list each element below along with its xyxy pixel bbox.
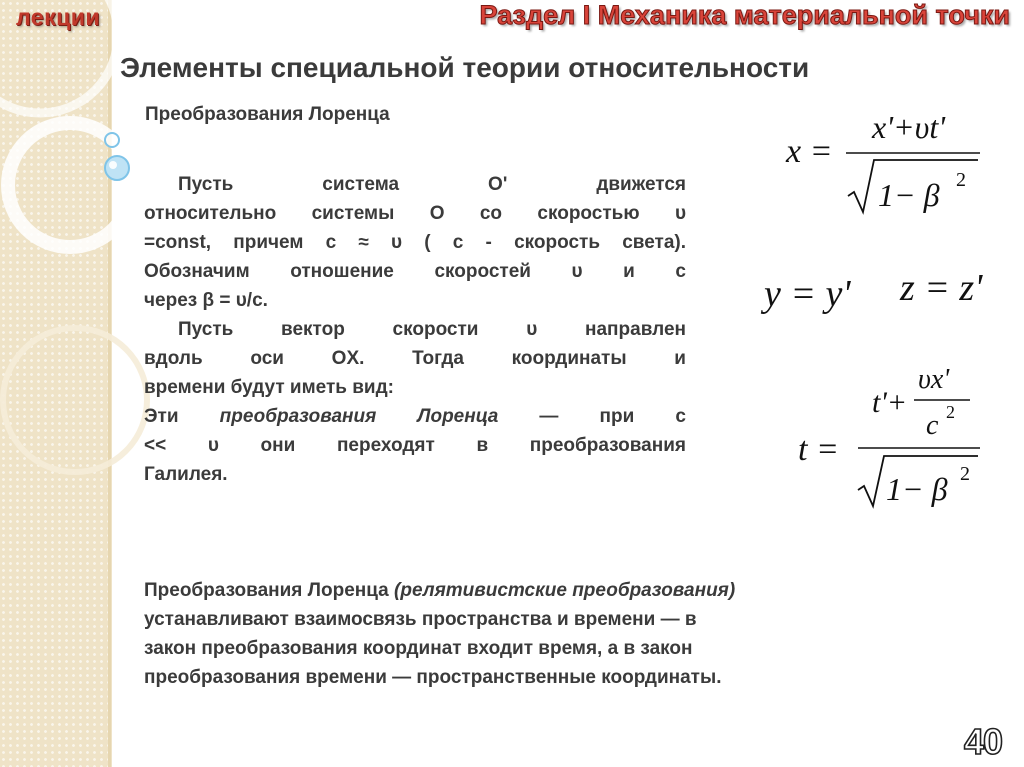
para3-line3: Галилея. [144, 464, 228, 485]
para2-line3: времени будут иметь вид: [144, 377, 394, 398]
para3-italic: преобразования Лоренца [219, 406, 499, 427]
summary-line3: закон преобразования координат входит время, а в закон [144, 638, 693, 659]
para2-line1: Пусть вектор скорости υ направлен [178, 319, 686, 340]
para1-line2: относительно системы O со скоростью υ [144, 203, 686, 224]
x-numerator: x'+υt' [872, 109, 946, 145]
para3-suffix: — при c [498, 406, 686, 427]
x-exponent: 2 [956, 169, 966, 191]
t-inner-numerator: υx' [918, 364, 950, 395]
para3-line2: << υ они переходят в преобразования [144, 435, 686, 456]
para1-line3: =const, причем c ≈ υ ( c - скорость света). [144, 232, 686, 253]
t-inner-denominator: c [926, 410, 939, 441]
page-number: 40 [963, 721, 1002, 762]
summary-line4: преобразования времени — пространственные координаты. [144, 667, 722, 688]
summary-italic: (релятивистские преобразования) [394, 580, 736, 601]
slide-subtitle: Преобразования Лоренца [145, 104, 390, 125]
para1-line1: Пусть система O' движется [178, 174, 686, 195]
t-denominator: 1− β [886, 471, 948, 507]
t-exponent: 2 [960, 463, 970, 485]
t-inner-exponent: 2 [946, 402, 955, 422]
x-lhs: x = [786, 133, 833, 170]
para1-line5: через β = υ/c. [144, 290, 268, 311]
z-formula: z = z' [900, 267, 983, 309]
t-numerator-left: t'+ [872, 386, 907, 419]
t-lhs: t = [798, 431, 839, 468]
summary-prefix: Преобразования Лоренца [144, 580, 395, 601]
para2-line2: вдоль оси OX. Тогда координаты и [144, 348, 686, 369]
para1-line4: Обозначим отношение скоростей υ и c [144, 261, 686, 282]
para3-prefix: Эти [144, 406, 220, 427]
lectures-label: лекции [16, 4, 101, 30]
x-denominator: 1− β [878, 177, 940, 213]
summary-line2: устанавливают взаимосвязь пространства и времени — в [144, 609, 697, 630]
section-title: Раздел I Механика материальной точки [479, 0, 1010, 30]
slide-title: Элементы специальной теории относительности [120, 52, 810, 83]
y-formula: y = y' [764, 273, 851, 315]
